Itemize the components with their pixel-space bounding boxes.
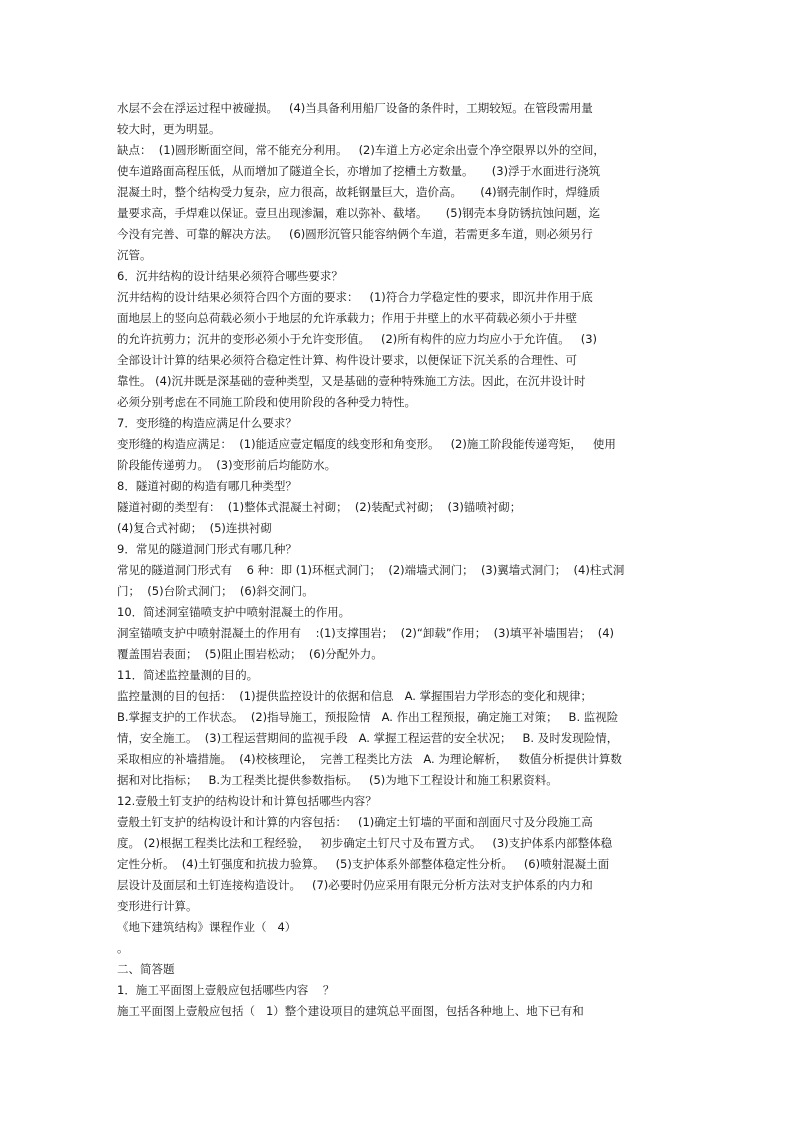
- text-line: 二、简答题: [117, 962, 175, 976]
- text-line: 靠性。 (4)沉井既是深基础的壹种类型，又是基础的壹种特殊施工方法。因此，在沉井设计时: [117, 374, 586, 388]
- text-line: 度。 (2)根据工程类比法和工程经验， 初步确定土钉尺寸及布置方式。 (3)支护体系内部整体稳: [117, 836, 613, 850]
- text-line: 今没有完善、可靠的解决方法。 (6)圆形沉管只能容纳俩个车道，若需更多车道，则必须另行: [117, 227, 593, 241]
- text-line: 据和对比指标； B.为工程类比提供参数指标。 (5)为地下工程设计和施工积累资料。: [117, 773, 558, 787]
- text-line: 10．简述洞室锚喷支护中喷射混凝土的作用。: [117, 605, 351, 619]
- text-line: 必须分别考虑在不同施工阶段和使用阶段的各种受力特性。: [117, 395, 416, 409]
- text-line: 全部设计计算的结果必须符合稳定性计算、构件设计要求，以便保证下沉关系的合理性、可: [117, 353, 577, 367]
- text-line: 变形缝的构造应满足： (1)能适应壹定幅度的线变形和角变形。 (2)施工阶段能传递弯矩， 使用: [117, 437, 616, 451]
- text-line: 洞室锚喷支护中喷射混凝土的作用有 :(1)支撑围岩； (2)“卸载”作用； (3)填平补墙围岩； (4): [117, 626, 615, 640]
- text-line: 门； (5)台阶式洞门； (6)斜交洞门。: [117, 584, 314, 598]
- text-line: 缺点： (1)圆形断面空间，常不能充分利用。 (2)车道上方必定余出壹个净空限界以外的空间，: [117, 143, 605, 157]
- text-line: 采取相应的补墙措施。 (4)校核理论， 完善工程类比方法 A. 为理论解析， 数值分析提供计算数: [117, 752, 622, 766]
- text-line: 沉管。: [117, 248, 152, 262]
- text-line: 。: [117, 941, 129, 955]
- text-line: 施工平面图上壹般应包括（ 1）整个建设项目的建筑总平面图，包括各种地上、地下已有和: [117, 1004, 584, 1018]
- text-line: 8．隧道衬砌的构造有哪几种类型？: [117, 479, 297, 493]
- text-line: 水层不会在浮运过程中被碰损。 (4)当具备利用船厂设备的条件时，工期较短。在管段需用量: [117, 101, 593, 115]
- document-page: [117, 98, 677, 1022]
- text-line: 混凝土时，整个结构受力复杂，应力很高，故耗钢量巨大，造价高。 (4)钢壳制作时，焊缝质: [117, 185, 601, 199]
- text-line: 监控量测的目的包括： (1)提供监控设计的依据和信息 A. 掌握围岩力学形态的变化和规律；: [117, 689, 593, 703]
- text-line: 覆盖围岩表面； (5)阻止围岩松动； (6)分配外力。: [117, 647, 383, 661]
- text-line: 定性分析。 (4)土钉强度和抗拔力验算。 (5)支护体系外部整体稳定性分析。 (6)喷射混凝土面: [117, 857, 610, 871]
- text-line: 变形进行计算。: [117, 899, 198, 913]
- text-line: 层设计及面层和土钉连接构造设计。 (7)必要时仍应采用有限元分析方法对支护体系的内力和: [117, 878, 593, 892]
- text-line: 阶段能传递剪力。 (3)变形前后均能防水。: [117, 458, 337, 472]
- text-line: B.掌握支护的工作状态。 (2)指导施工，预报险情 A. 作出工程预报，确定施工对策； B. 监视险: [117, 710, 619, 724]
- text-line: 沉井结构的设计结果必须符合四个方面的要求： (1)符合力学稳定性的要求，即沉井作用于底: [117, 290, 593, 304]
- text-line: 面地层上的竖向总荷载必须小于地层的允许承载力；作用于井壁上的水平荷载必须小于井壁: [117, 311, 577, 325]
- text-line: 隧道衬砌的类型有： (1)整体式混凝土衬砌； (2)装配式衬砌； (3)锚喷衬砌；: [117, 500, 522, 514]
- text-line: 量要求高，手焊难以保证。壹旦出现渗漏，难以弥补、截堵。 (5)钢壳本身防锈抗蚀问题，迄: [117, 206, 601, 220]
- text-line: 12.壹般土钉支护的结构设计和计算包括哪些内容？: [117, 794, 377, 808]
- text-line: 的允许抗剪力；沉井的变形必须小于允许变形值。 (2)所有构件的应力均应小于允许值。 (3): [117, 332, 598, 346]
- text-line: 《地下建筑结构》课程作业（ 4）: [117, 920, 297, 934]
- text-line: 使车道路面高程压低，从而增加了隧道全长，亦增加了挖槽土方数量。 (3)浮于水面进行浇筑: [117, 164, 601, 178]
- text-line: 常见的隧道洞门形式有 6 种：即 (1)环框式洞门； (2)端墙式洞门； (3)翼墙式洞门； (4)柱式洞: [117, 563, 625, 577]
- text-line: 情，安全施工。 (3)工程运营期间的监视手段 A. 掌握工程运营的安全状况； B. 及时发现险情，: [117, 731, 619, 745]
- text-line: 1．施工平面图上壹般应包括哪些内容 ？: [117, 983, 335, 997]
- text-line: 7．变形缝的构造应满足什么要求？: [117, 416, 297, 430]
- text-line: 较大时，更为明显。: [117, 122, 221, 136]
- text-line: 6．沉井结构的设计结果必须符合哪些要求？: [117, 269, 343, 283]
- text-line: (4)复合式衬砌； (5)连拱衬砌: [117, 521, 272, 535]
- text-line: 9．常见的隧道洞门形式有哪几种？: [117, 542, 297, 556]
- text-line: 壹般土钉支护的结构设计和计算的内容包括： (1)确定土钉墙的平面和剖面尺寸及分段施工高: [117, 815, 593, 829]
- text-line: 11．简述监控量测的目的。: [117, 668, 259, 682]
